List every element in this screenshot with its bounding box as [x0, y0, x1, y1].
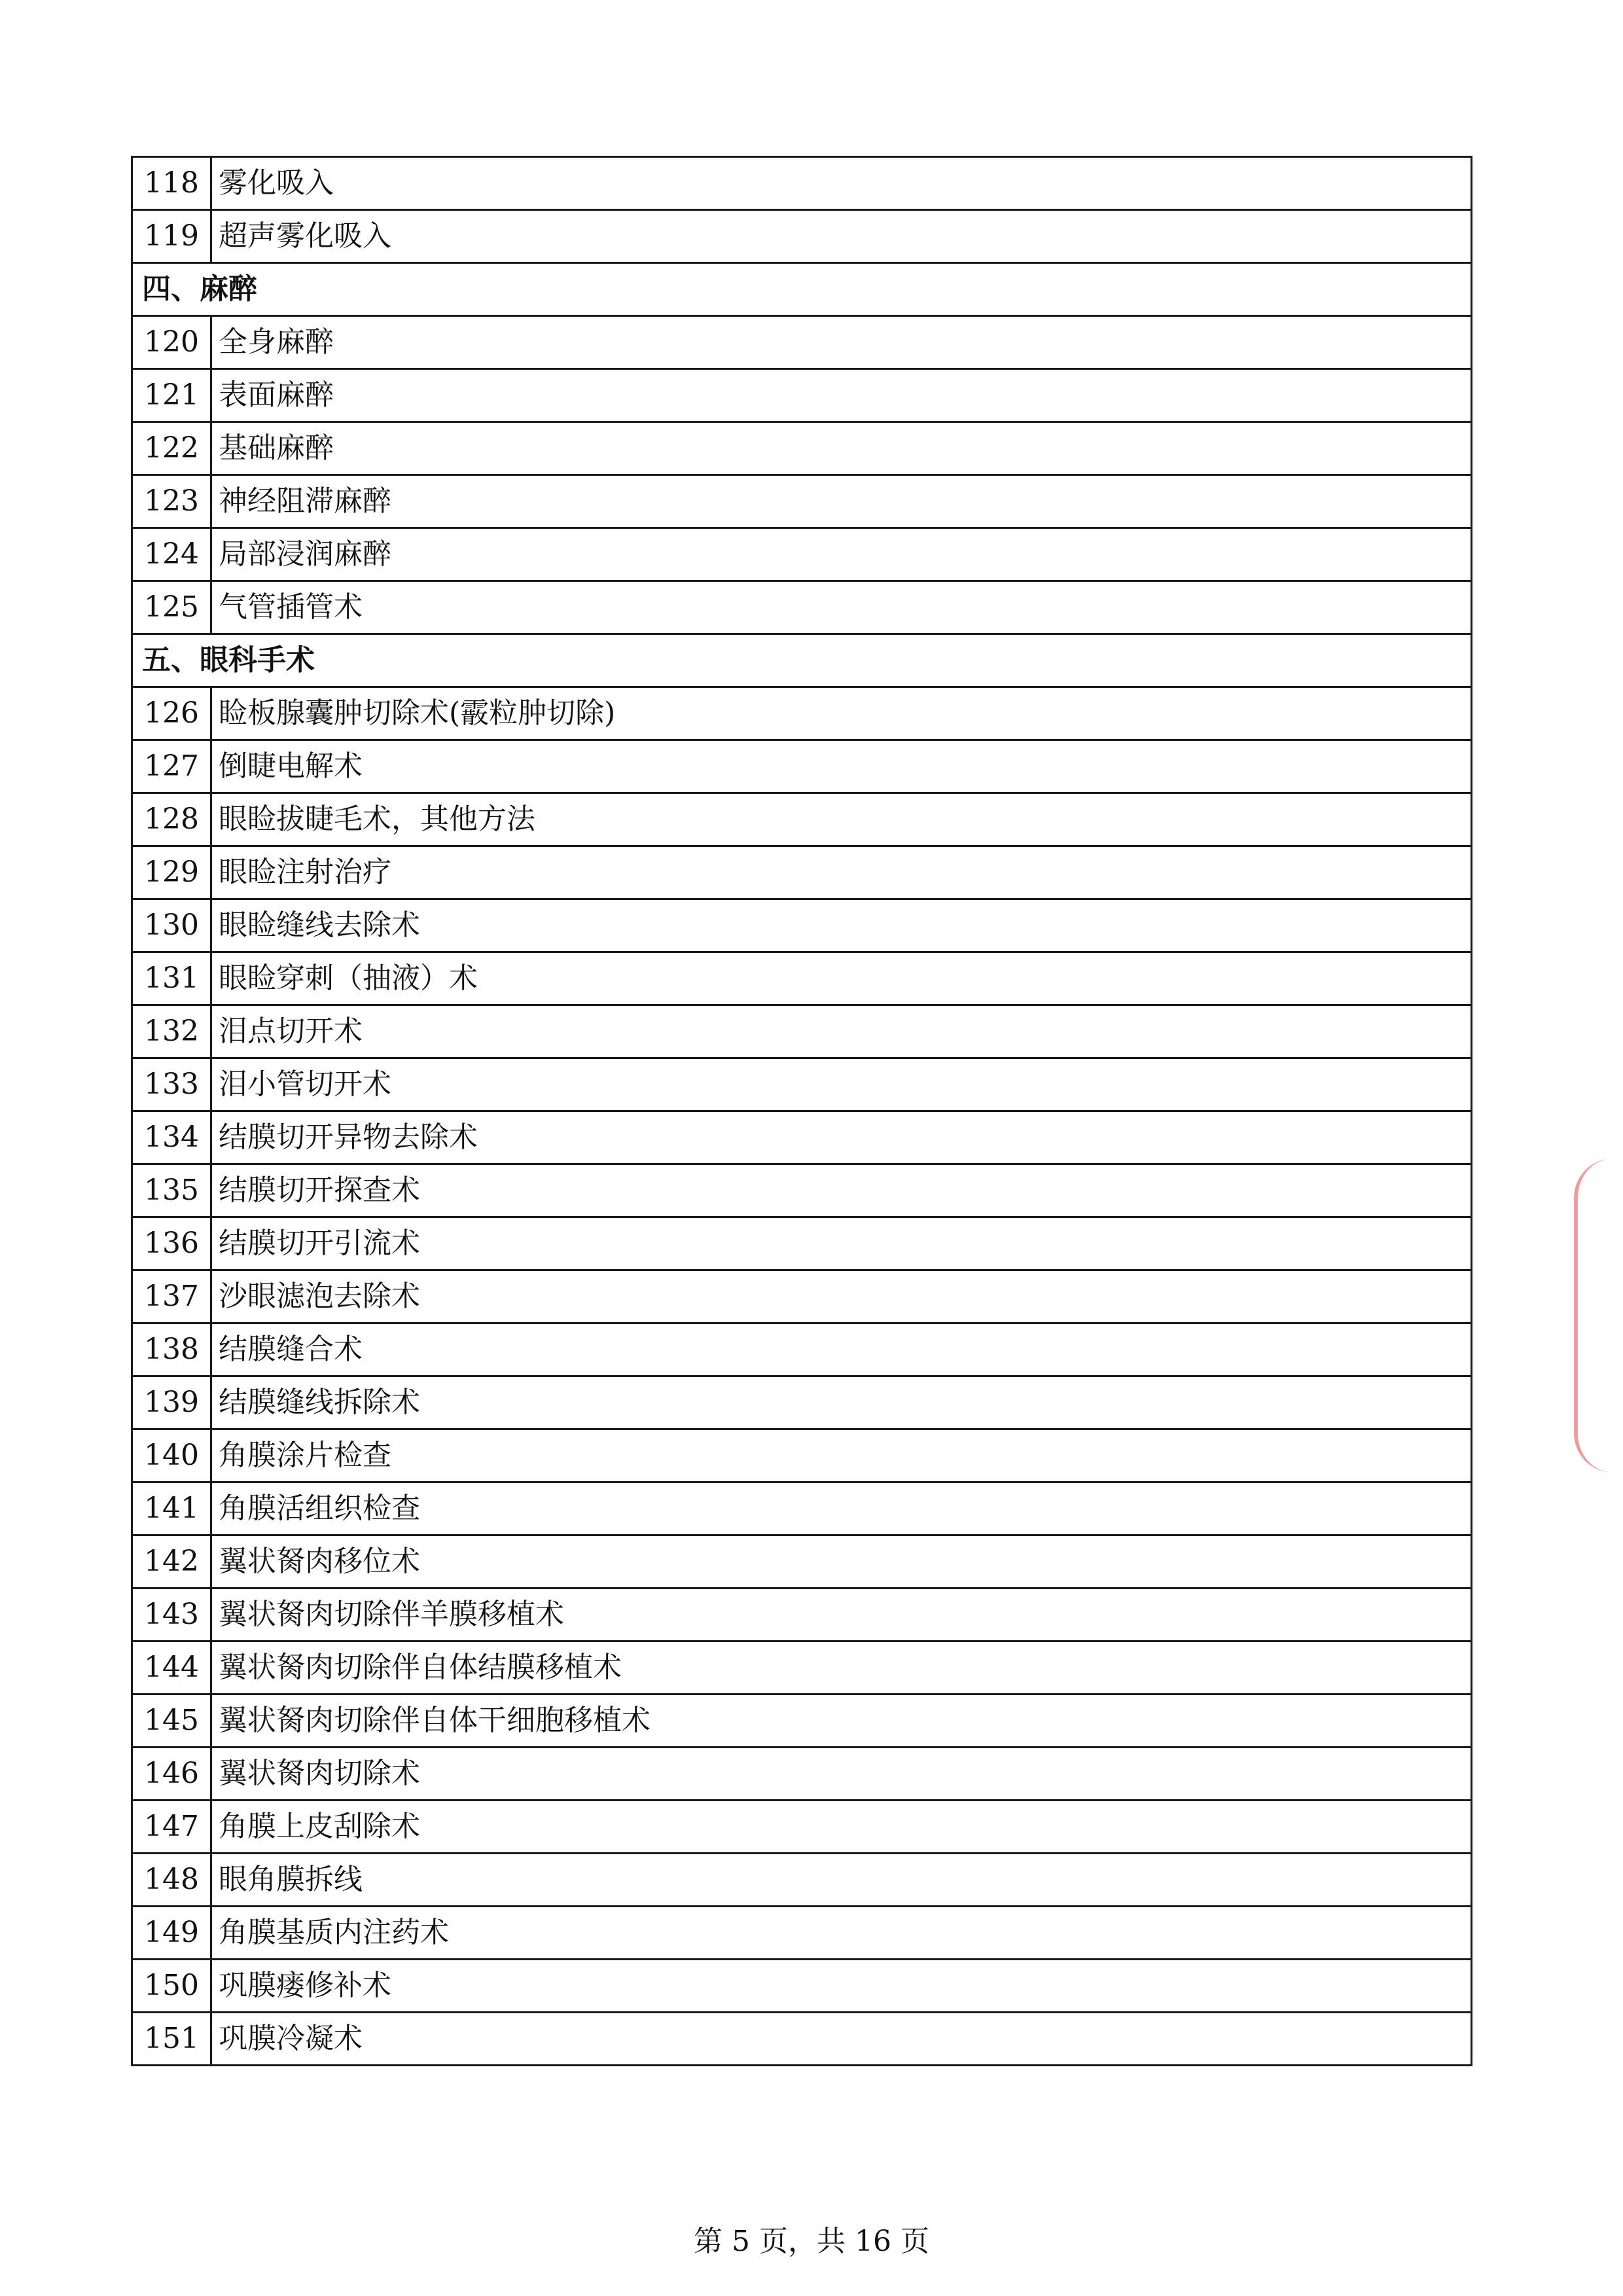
table-row: [132, 1482, 1472, 1535]
table-row: [132, 1164, 1472, 1217]
item-name: 气管插管术: [211, 581, 1472, 634]
item-number: 139: [132, 1376, 211, 1429]
table-row: [132, 1695, 1472, 1748]
item-number: 144: [132, 1641, 211, 1695]
item-number: 122: [132, 422, 211, 475]
table-row: [132, 1376, 1472, 1429]
item-name: 睑板腺囊肿切除术(霰粒肿切除): [211, 687, 1472, 740]
item-name: 巩膜瘘修补术: [211, 1960, 1472, 2013]
table-row: [132, 1641, 1472, 1695]
table-row: [132, 1217, 1472, 1270]
item-name: 结膜缝合术: [211, 1323, 1472, 1376]
item-name: 基础麻醉: [211, 422, 1472, 475]
section-row: [132, 263, 1472, 316]
item-number: 131: [132, 952, 211, 1005]
item-name: 倒睫电解术: [211, 740, 1472, 793]
table-row: [132, 581, 1472, 634]
table-row: [132, 316, 1472, 369]
table-row: [132, 1429, 1472, 1482]
table-row: [132, 1111, 1472, 1164]
item-name: 眼睑拔睫毛术，其他方法: [211, 793, 1472, 846]
item-number: 147: [132, 1801, 211, 1854]
item-name: 角膜活组织检查: [211, 1482, 1472, 1535]
item-number: 125: [132, 581, 211, 634]
item-number: 121: [132, 369, 211, 422]
table-row: [132, 1588, 1472, 1641]
procedure-table-body: [132, 157, 1472, 2066]
item-name: 角膜基质内注药术: [211, 1907, 1472, 1960]
item-name: 结膜缝线拆除术: [211, 1376, 1472, 1429]
item-number: 128: [132, 793, 211, 846]
item-number: 120: [132, 316, 211, 369]
item-number: 124: [132, 528, 211, 581]
table-row: [132, 1005, 1472, 1058]
item-name: 眼睑注射治疗: [211, 846, 1472, 899]
item-name: 神经阻滞麻醉: [211, 475, 1472, 528]
item-name: 角膜上皮刮除术: [211, 1801, 1472, 1854]
item-name: 眼睑缝线去除术: [211, 899, 1472, 952]
item-number: 134: [132, 1111, 211, 1164]
table-row: [132, 2013, 1472, 2066]
item-name: 眼角膜拆线: [211, 1854, 1472, 1907]
item-number: 142: [132, 1535, 211, 1588]
table-row: [132, 740, 1472, 793]
item-number: 149: [132, 1907, 211, 1960]
item-number: 130: [132, 899, 211, 952]
item-name: 巩膜冷凝术: [211, 2013, 1472, 2066]
item-number: 145: [132, 1695, 211, 1748]
item-name: 眼睑穿刺（抽液）术: [211, 952, 1472, 1005]
item-name: 翼状胬肉切除伴自体结膜移植术: [211, 1641, 1472, 1695]
item-number: 146: [132, 1748, 211, 1801]
table-row: [132, 687, 1472, 740]
procedure-table: [131, 156, 1472, 2066]
item-number: 129: [132, 846, 211, 899]
table-row: [132, 1854, 1472, 1907]
table-row: [132, 1270, 1472, 1323]
item-name: 局部浸润麻醉: [211, 528, 1472, 581]
item-name: 雾化吸入: [211, 157, 1472, 210]
table-row: [132, 1801, 1472, 1854]
item-number: 123: [132, 475, 211, 528]
table-row: [132, 793, 1472, 846]
item-name: 翼状胬肉切除伴羊膜移植术: [211, 1588, 1472, 1641]
item-name: 泪小管切开术: [211, 1058, 1472, 1111]
item-number: 150: [132, 1960, 211, 2013]
item-name: 泪点切开术: [211, 1005, 1472, 1058]
item-name: 结膜切开异物去除术: [211, 1111, 1472, 1164]
page-footer: 第 5 页，共 16 页: [694, 2225, 929, 2258]
item-name: 表面麻醉: [211, 369, 1472, 422]
item-number: 118: [132, 157, 211, 210]
table-row: [132, 475, 1472, 528]
section-title: 五、眼科手术: [132, 634, 1472, 687]
item-number: 141: [132, 1482, 211, 1535]
item-name: 翼状胬肉移位术: [211, 1535, 1472, 1588]
table-row: [132, 1535, 1472, 1588]
table-row: [132, 369, 1472, 422]
red-seal-stamp: [1574, 1158, 1623, 1473]
table-row: [132, 1058, 1472, 1111]
item-name: 角膜涂片检查: [211, 1429, 1472, 1482]
table-row: [132, 528, 1472, 581]
item-number: 127: [132, 740, 211, 793]
item-name: 全身麻醉: [211, 316, 1472, 369]
item-name: 沙眼滤泡去除术: [211, 1270, 1472, 1323]
item-number: 133: [132, 1058, 211, 1111]
item-number: 137: [132, 1270, 211, 1323]
table-row: [132, 210, 1472, 263]
section-title: 四、麻醉: [132, 263, 1472, 316]
table-row: [132, 1960, 1472, 2013]
table-row: [132, 422, 1472, 475]
item-name: 翼状胬肉切除伴自体干细胞移植术: [211, 1695, 1472, 1748]
item-number: 136: [132, 1217, 211, 1270]
table-row: [132, 952, 1472, 1005]
item-number: 140: [132, 1429, 211, 1482]
table-row: [132, 1323, 1472, 1376]
table-row: [132, 1907, 1472, 1960]
item-number: 119: [132, 210, 211, 263]
table-row: [132, 899, 1472, 952]
item-number: 151: [132, 2013, 211, 2066]
item-number: 148: [132, 1854, 211, 1907]
item-number: 135: [132, 1164, 211, 1217]
item-number: 132: [132, 1005, 211, 1058]
item-name: 翼状胬肉切除术: [211, 1748, 1472, 1801]
item-number: 143: [132, 1588, 211, 1641]
item-number: 126: [132, 687, 211, 740]
item-number: 138: [132, 1323, 211, 1376]
item-name: 超声雾化吸入: [211, 210, 1472, 263]
table-row: [132, 846, 1472, 899]
section-row: [132, 634, 1472, 687]
item-name: 结膜切开探查术: [211, 1164, 1472, 1217]
table-row: [132, 157, 1472, 210]
item-name: 结膜切开引流术: [211, 1217, 1472, 1270]
table-row: [132, 1748, 1472, 1801]
